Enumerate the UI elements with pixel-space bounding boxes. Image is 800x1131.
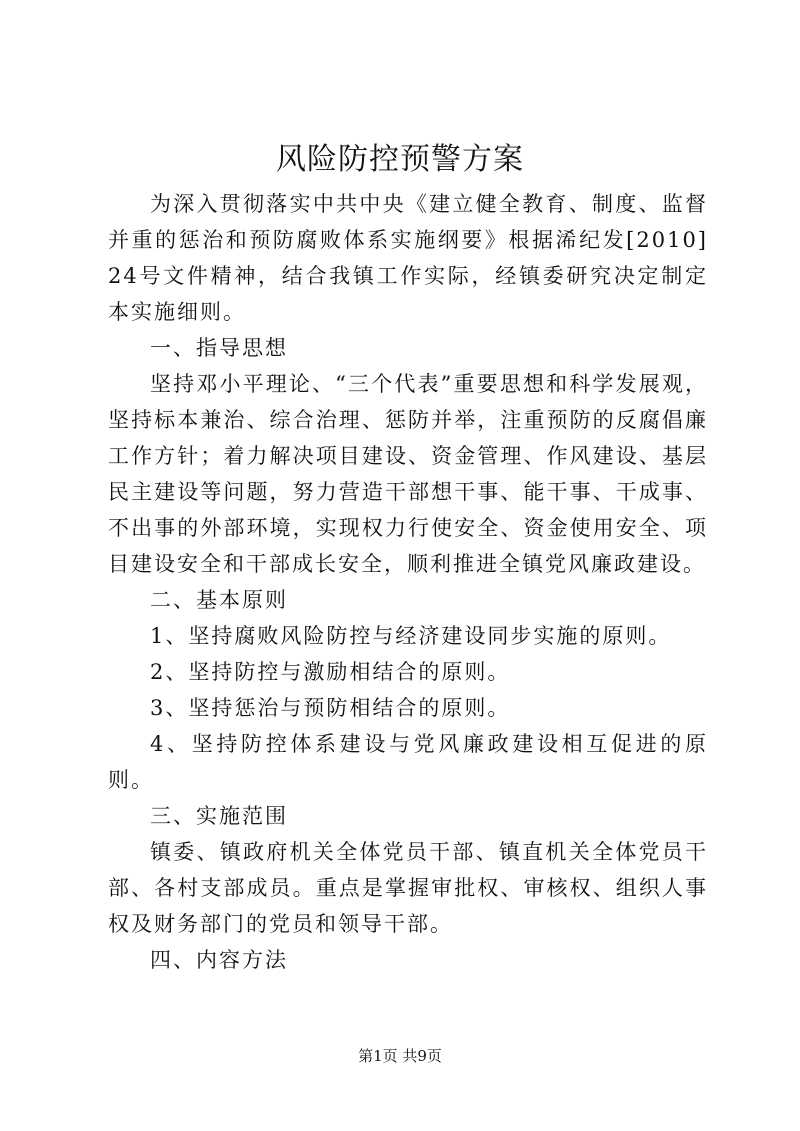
principle-item-4: 4、坚持防控体系建设与党风廉政建设相互促进的原则。 — [108, 732, 708, 792]
section-heading-basic-principles: 二、基本原则 — [150, 588, 288, 612]
page-footer — [0, 1046, 800, 1066]
guiding-ideology-paragraph: 坚持邓小平理论、“三个代表”重要思想和科学发展观，坚持标本兼治、综合治理、惩防并举，注重预防的反腐倡廉工作方针；着力解决项目建设、资金管理、作风建设、基层民主建设等问题，努力营造干部想干事、能干事、干成事、不出事的外部环境，实现权力行使安全、资金使用安全、项目建设安全和干部成长安全，顺利推进全镇党风廉政建设。 — [108, 372, 708, 576]
document-title: 风险防控预警方案 — [276, 142, 524, 177]
section-heading-guiding-ideology: 一、指导思想 — [150, 336, 288, 360]
principle-item-3: 3、坚持惩治与预防相结合的原则。 — [150, 696, 511, 720]
document-body — [108, 186, 708, 978]
section-heading-scope: 三、实施范围 — [150, 804, 288, 828]
principle-item-1: 1、坚持腐败风险防控与经济建设同步实施的原则。 — [150, 624, 672, 648]
section-heading-content-methods: 四、内容方法 — [150, 948, 288, 972]
scope-paragraph: 镇委、镇政府机关全体党员干部、镇直机关全体党员干部、各村支部成员。重点是掌握审批权、审核权、组织人事权及财务部门的党员和领导干部。 — [108, 840, 708, 936]
principle-item-2: 2、坚持防控与激励相结合的原则。 — [150, 660, 511, 684]
page-number-label: 第1页 共9页 — [358, 1047, 442, 1065]
intro-paragraph: 为深入贯彻落实中共中央《建立健全教育、制度、监督并重的惩治和预防腐败体系实施纲要》根据浠纪发[2010]24号文件精神，结合我镇工作实际，经镇委研究决定制定本实施细则。 — [108, 192, 708, 324]
